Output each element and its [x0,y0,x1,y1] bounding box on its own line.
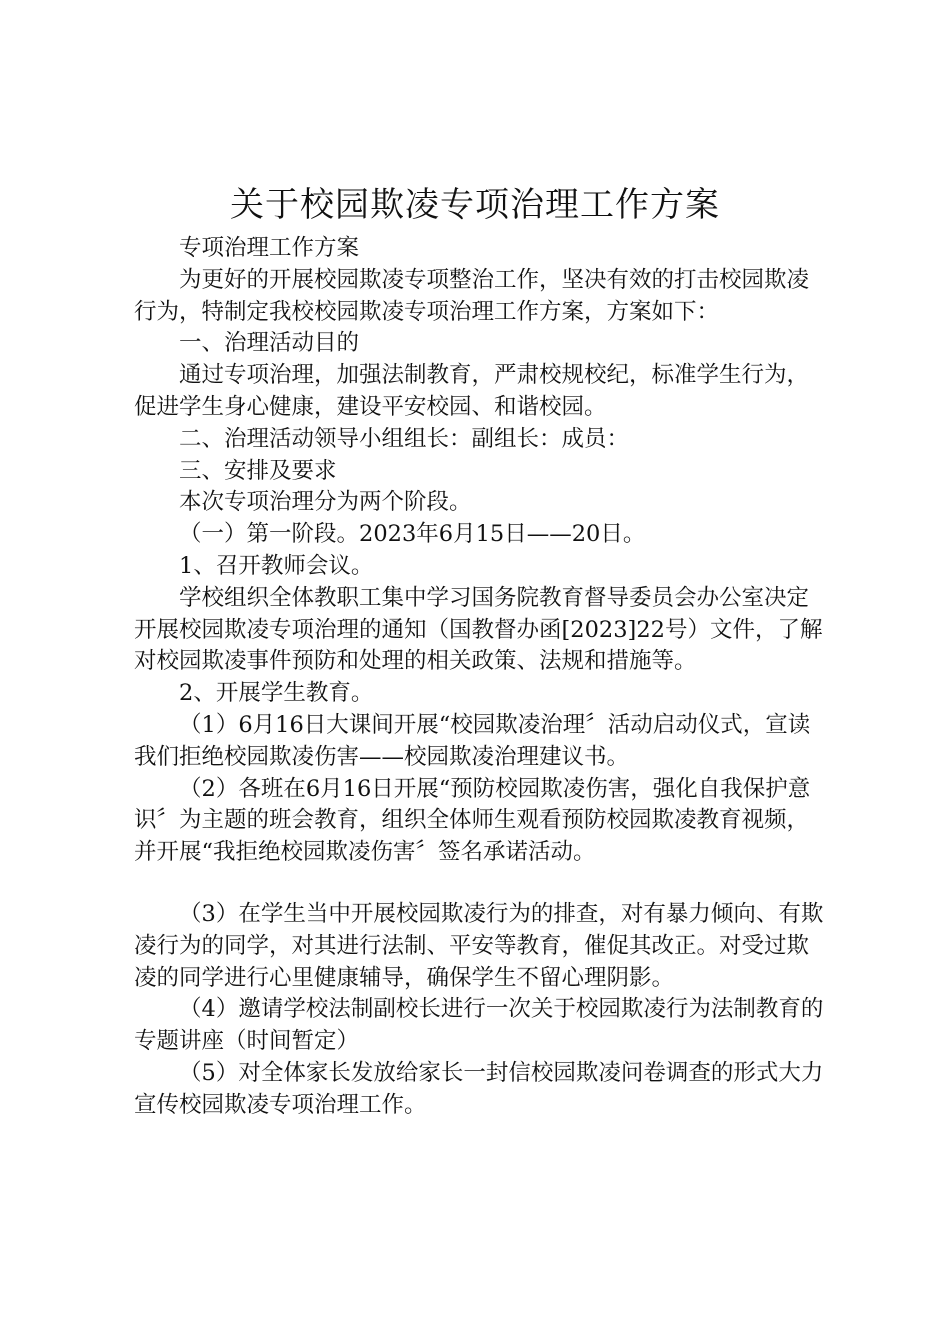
paragraph-teacher-meeting: 学校组织全体教职工集中学习国务院教育督导委员会办公室决定开展校园欺凌专项治理的通知（国教督办函[2023]22号）文件，了解对校园欺凌事件预防和处理的相关政策、法规和措施等。 [134,584,823,675]
list-item-5: （5）对全体家长发放给家长一封信校园欺凌问卷调查的形式大力宣传校园欺凌专项治理工作。 [134,1059,824,1118]
paragraph-subtitle: 专项治理工作方案 [179,235,360,261]
heading-purpose: 一、治理活动目的 [179,330,360,357]
paragraph-intro: 为更好的开展校园欺凌专项整治工作，坚决有效的打击校园欺凌行为，特制定我校校园欺凌专项治理工作方案，方案如下： [134,266,810,325]
document-title: 关于校园欺凌专项治理工作方案 [230,185,720,225]
paragraph-stages: 本次专项治理分为两个阶段。 [179,489,472,516]
list-item-4: （4）邀请学校法制副校长进行一次关于校园欺凌行为法制教育的专题讲座（时间暂定） [134,996,824,1055]
list-item-3: （3）在学生当中开展校园欺凌行为的排查，对有暴力倾向、有欺凌行为的同学，对其进行法制、平安等教育，催促其改正。对受过欺凌的同学进行心里健康辅导，确保学生不留心理阴影。 [134,900,824,991]
heading-teacher-meeting: 1、召开教师会议。 [179,552,374,579]
list-item-1: （1）6月16日大课间开展“校园欺凌治理〞活动启动仪式，宣读我们拒绝校园欺凌伤害——校园欺凌治理建议书。 [134,711,811,770]
list-item-2: （2）各班在6月16日开展“预防校园欺凌伤害，强化自我保护意识〞为主题的班会教育，组织全体师生观看预防校园欺凌教育视频，并开展“我拒绝校园欺凌伤害〞签名承诺活动。 [134,775,811,866]
heading-leadership: 二、治理活动领导小组组长：副组长：成员： [179,425,630,452]
heading-arrangement: 三、安排及要求 [179,457,337,484]
heading-student-education: 2、开展学生教育。 [179,680,374,707]
paragraph-purpose: 通过专项治理，加强法制教育，严肃校规校纪，标准学生行为，促进学生身心健康，建设平安校园、和谐校园。 [134,362,810,420]
heading-stage-one: （一）第一阶段。2023年6月15日——20日。 [179,521,646,548]
document-body [134,233,824,1122]
